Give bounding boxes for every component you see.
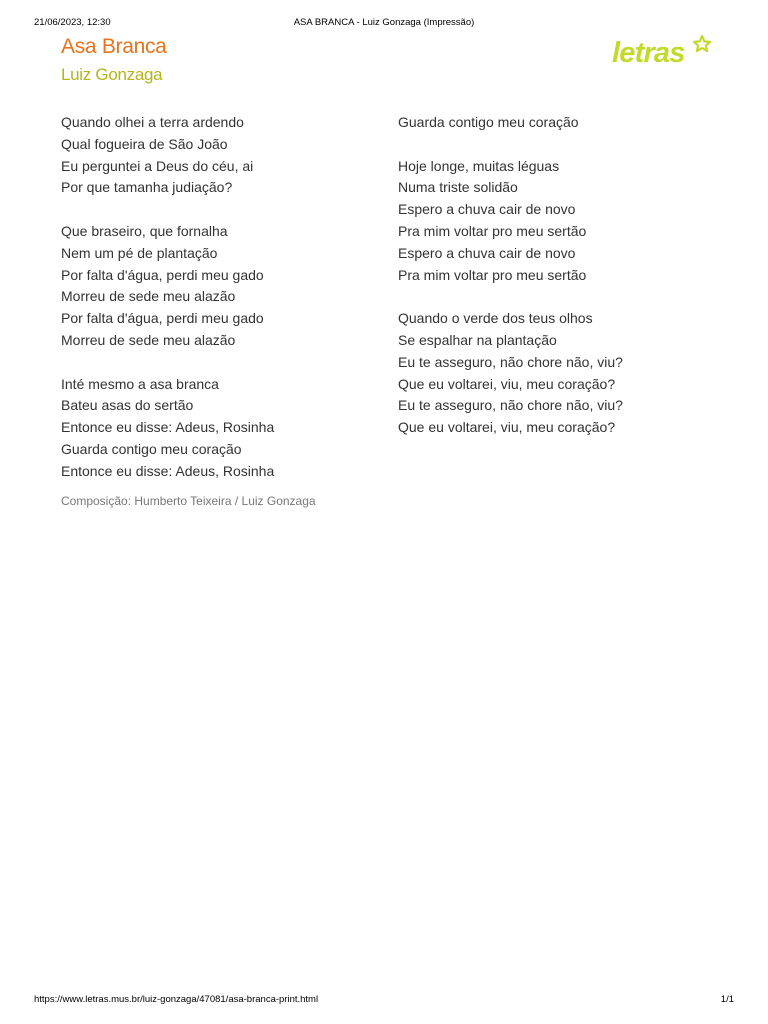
lyric-line: Pra mim voltar pro meu sertão bbox=[398, 266, 587, 283]
logo-text: letras bbox=[612, 37, 685, 69]
lyric-line: Por falta d'água, perdi meu gado bbox=[61, 310, 264, 327]
lyric-line: Bateu asas do sertão bbox=[61, 397, 194, 414]
lyric-line: Guarda contigo meu coração bbox=[398, 114, 579, 130]
lyric-line: Morreu de sede meu alazão bbox=[61, 288, 236, 305]
lyric-line: Quando o verde dos teus olhos bbox=[398, 310, 593, 327]
lyrics-stanza bbox=[398, 156, 623, 287]
artist-name[interactable]: Luiz Gonzaga bbox=[61, 65, 163, 84]
lyrics-stanza bbox=[398, 112, 623, 134]
lyric-line: Que braseiro, que fornalha bbox=[61, 222, 228, 239]
lyric-line: Eu perguntei a Deus do céu, ai bbox=[61, 157, 254, 174]
print-page-title: ASA BRANCA - Luiz Gonzaga (Impressão) bbox=[293, 17, 475, 28]
lyric-line: Morreu de sede meu alazão bbox=[61, 331, 236, 348]
lyric-line: Espero a chuva cair de novo bbox=[398, 201, 576, 218]
lyric-line: Hoje longe, muitas léguas bbox=[398, 157, 560, 174]
lyric-line: Inté mesmo a asa branca bbox=[61, 375, 219, 392]
page-number: 1/1 bbox=[720, 994, 734, 1005]
print-url: https://www.letras.mus.br/luiz-gonzaga/47081/asa-branca-print.html bbox=[34, 994, 319, 1005]
letras-logo[interactable] bbox=[612, 32, 712, 72]
song-title: Asa Branca bbox=[61, 35, 167, 58]
lyric-line: Nem um pé de plantação bbox=[61, 244, 218, 261]
lyric-line: Espero a chuva cair de novo bbox=[398, 244, 576, 261]
lyric-line: Pra mim voltar pro meu sertão bbox=[398, 222, 587, 239]
lyrics-stanza bbox=[61, 374, 274, 483]
lyrics-stanza bbox=[398, 308, 623, 439]
lyric-line: Que eu voltarei, viu, meu coração? bbox=[398, 375, 616, 392]
lyric-line: Eu te asseguro, não chore não, viu? bbox=[398, 353, 623, 370]
lyric-line: Quando olhei a terra ardendo bbox=[61, 114, 244, 130]
lyric-line: Qual fogueira de São João bbox=[61, 135, 228, 152]
print-datetime: 21/06/2023, 12:30 bbox=[34, 17, 111, 28]
lyric-line: Se espalhar na plantação bbox=[398, 331, 557, 348]
print-footer bbox=[0, 994, 768, 1008]
lyric-line: Que eu voltarei, viu, meu coração? bbox=[398, 419, 616, 436]
lyric-line: Por falta d'água, perdi meu gado bbox=[61, 266, 264, 283]
print-header bbox=[0, 17, 768, 31]
lyrics-column-right bbox=[398, 112, 623, 461]
letras-logo-graphic bbox=[612, 32, 712, 72]
lyrics-stanza bbox=[61, 112, 274, 199]
lyric-line: Eu te asseguro, não chore não, viu? bbox=[398, 397, 623, 414]
lyric-line: Entonce eu disse: Adeus, Rosinha bbox=[61, 462, 275, 479]
lyric-line: Numa triste solidão bbox=[398, 179, 518, 196]
lyrics-stanza bbox=[61, 221, 274, 352]
lyric-line: Entonce eu disse: Adeus, Rosinha bbox=[61, 419, 275, 436]
lyric-line: Guarda contigo meu coração bbox=[61, 440, 242, 457]
lyrics-column-left bbox=[61, 112, 274, 504]
composition-credits: Composição: Humberto Teixeira / Luiz Gonzaga bbox=[61, 494, 316, 508]
star-icon bbox=[694, 36, 710, 51]
lyric-line: Por que tamanha judiação? bbox=[61, 179, 233, 196]
